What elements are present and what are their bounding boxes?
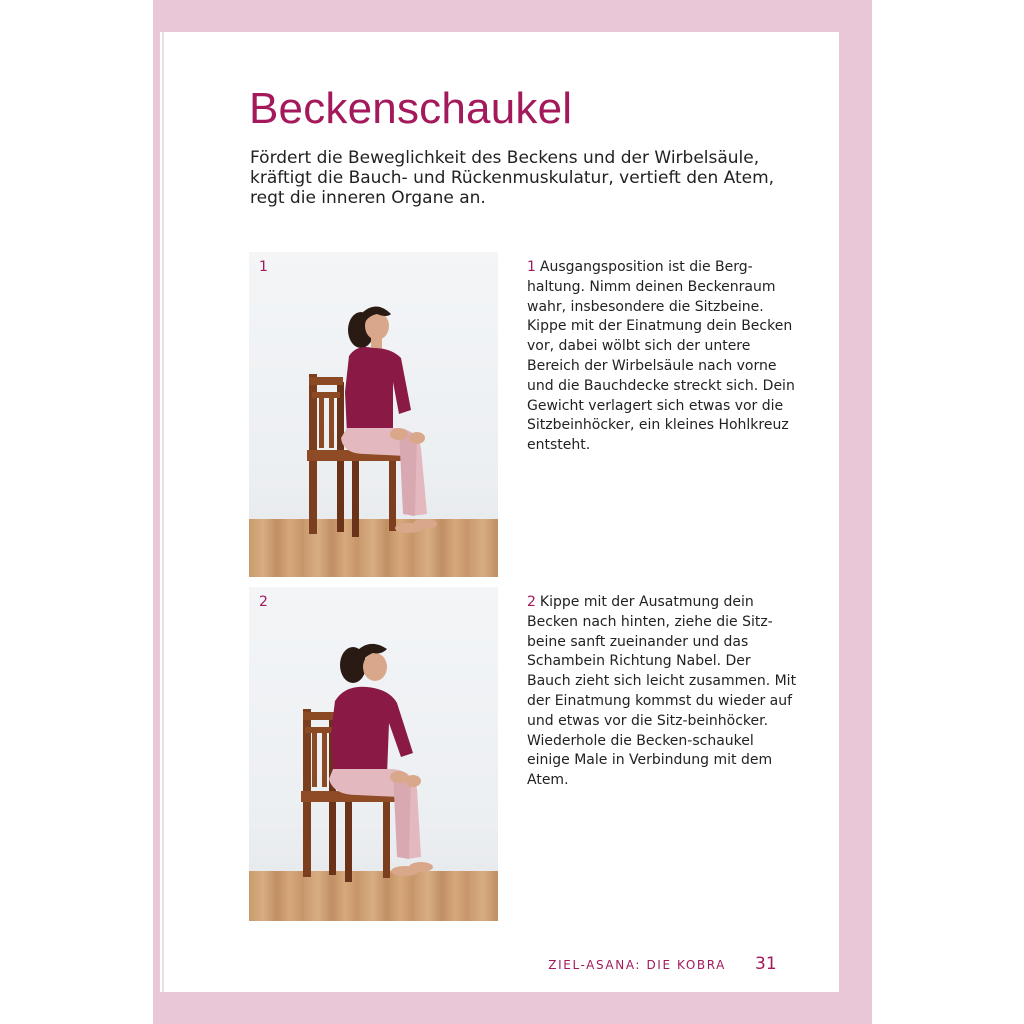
step-2-number: 2 xyxy=(527,594,536,610)
intro-text: Fördert die Beweglichkeit des Beckens und der Wirbelsäule, kräftigt die Bauch- und Rückenmuskulatur, vertieft den Atem, regt die inneren Organe an. xyxy=(250,148,775,208)
page-frame-bottom xyxy=(153,992,872,1024)
step-1-number: 1 xyxy=(527,259,536,275)
woman-sitting-rounded-illustration xyxy=(249,587,498,921)
step-2-text: Kippe mit der Ausatmung dein Becken nach hinten, ziehe die Sitz-beine sanft zueinander und das Schambein Richtung Nabel. Der Bauch zieht sich leicht zusammen. Mit der Einatmung kommst du wieder auf und etwas vor die Sitz-beinhöcker. Wiederhole die Becken-schaukel einige Male in Verbindung mit dem Atem. xyxy=(527,594,797,789)
page-number: 31 xyxy=(755,954,777,974)
step-1-photo-label: 1 xyxy=(259,259,268,275)
woman-sitting-upright-illustration xyxy=(249,252,498,577)
step-1-photo xyxy=(249,252,498,577)
step-2-photo-label: 2 xyxy=(259,594,268,610)
step-2-description xyxy=(527,593,797,791)
page-frame-right xyxy=(839,0,872,1024)
step-1-description xyxy=(527,258,797,456)
step-2-photo xyxy=(249,587,498,921)
woman-figure xyxy=(329,644,433,876)
footer-section-label: ZIEL-ASANA: DIE KOBRA xyxy=(548,958,726,972)
page-title: Beckenschaukel xyxy=(249,84,573,133)
page-frame-top xyxy=(153,0,872,32)
step-1-text: Ausgangsposition ist die Berg-haltung. Nimm deinen Beckenraum wahr, insbesondere die Sitzbeine. Kippe mit der Einatmung dein Becken vor, dabei wölbt sich der untere Bereich der Wirbelsäule nach vorne und die Bauchdecke streckt sich. Dein Gewicht verlagert sich etwas vor die Sitzbeinhöcker, ein kleines Hohlkreuz entsteht. xyxy=(527,259,795,454)
page-frame-left xyxy=(153,0,160,1024)
